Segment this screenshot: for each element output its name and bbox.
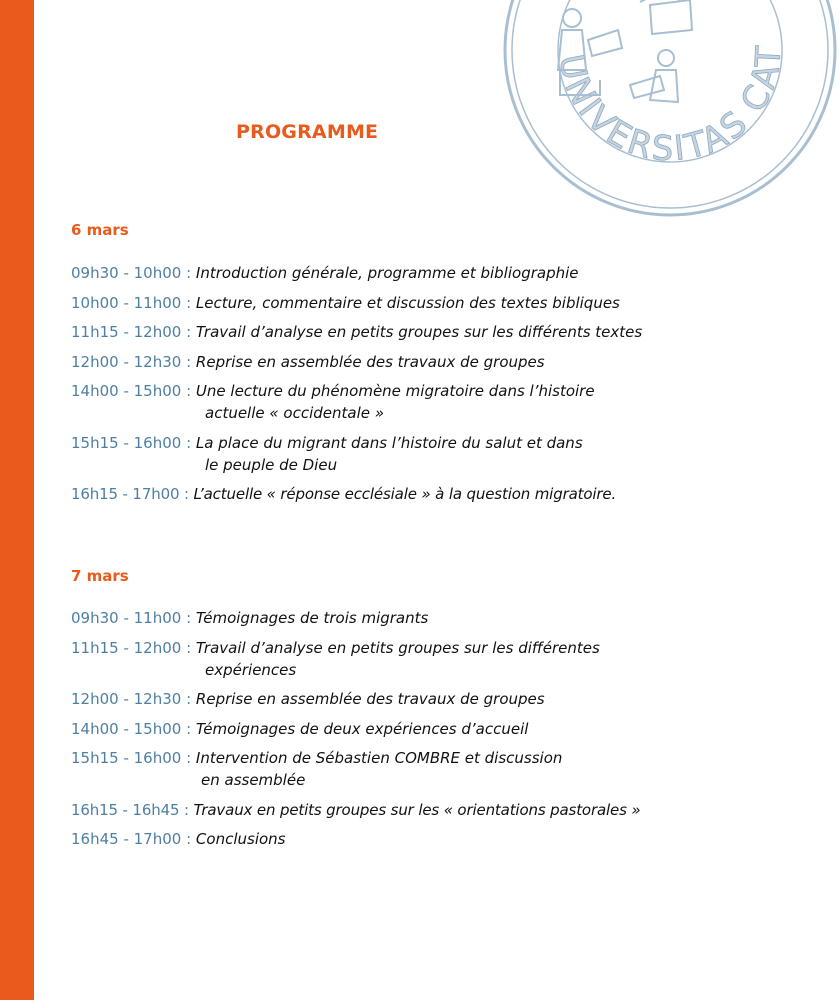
time-range: 10h00 - 11h00 :: [71, 293, 192, 312]
schedule-row: [71, 432, 701, 476]
time-range: 15h15 - 16h00 :: [71, 749, 192, 767]
time-range: 14h00 - 15h00 :: [71, 382, 192, 400]
schedule-row: [71, 292, 701, 314]
schedule-day-2: [71, 607, 701, 858]
session-title: L’actuelle « réponse ecclésiale » à la question migratoire.: [193, 485, 617, 503]
session-title: Intervention de Sébastien COMBRE et discussion: [195, 749, 563, 767]
time-range: 11h15 - 12h00 :: [71, 638, 192, 657]
day-heading-2: 7 mars: [71, 567, 129, 585]
session-title: Témoignages de deux expériences d’accueil: [195, 719, 529, 738]
schedule-row: [71, 637, 701, 681]
schedule-row: [71, 799, 701, 821]
day-heading-1: 6 mars: [71, 221, 129, 239]
session-title: Reprise en assemblée des travaux de groupes: [195, 352, 545, 371]
orange-side-bar: [0, 0, 34, 1000]
schedule-row: [71, 828, 701, 850]
schedule-row: [71, 351, 701, 373]
time-range: 12h00 - 12h30 :: [71, 690, 192, 708]
session-title: Une lecture du phénomène migratoire dans l’histoire: [195, 382, 595, 400]
time-range: 14h00 - 15h00 :: [71, 719, 192, 738]
time-range: 09h30 - 11h00 :: [71, 609, 192, 627]
seal-text: UNIVERSITAS CAT: [550, 42, 790, 170]
time-range: 12h00 - 12h30 :: [71, 352, 192, 371]
session-title: La place du migrant dans l’histoire du salut et dans: [195, 433, 583, 452]
time-range: 09h30 - 10h00 :: [71, 264, 192, 282]
schedule-row: [71, 718, 701, 740]
session-title-continued: le peuple de Dieu: [205, 455, 338, 474]
schedule-row: [71, 483, 701, 505]
session-title-continued: en assemblée: [201, 771, 306, 789]
session-title: Introduction générale, programme et bibliographie: [195, 264, 579, 282]
page-title: PROGRAMME: [236, 121, 379, 143]
schedule-row: [71, 607, 701, 629]
schedule-row: [71, 380, 701, 424]
schedule-row: [71, 321, 701, 343]
university-seal: [500, 0, 840, 220]
schedule-row: [71, 262, 701, 284]
session-title-continued: expériences: [205, 660, 297, 679]
time-range: 16h15 - 16h45 :: [71, 800, 189, 819]
schedule-day-1: [71, 262, 701, 513]
session-title: Travail d’analyse en petits groupes sur les différents textes: [195, 323, 643, 341]
time-range: 16h45 - 17h00 :: [71, 830, 192, 848]
session-title: Conclusions: [195, 830, 286, 848]
session-title: Travail d’analyse en petits groupes sur les différentes: [195, 638, 600, 657]
time-range: 16h15 - 17h00 :: [71, 485, 189, 503]
session-title: Lecture, commentaire et discussion des textes bibliques: [195, 293, 620, 312]
session-title: Reprise en assemblée des travaux de groupes: [195, 690, 545, 708]
session-title-continued: actuelle « occidentale »: [205, 404, 385, 422]
session-title: Témoignages de trois migrants: [195, 609, 429, 627]
session-title: Travaux en petits groupes sur les « orientations pastorales »: [193, 800, 641, 819]
time-range: 11h15 - 12h00 :: [71, 323, 192, 341]
schedule-row: [71, 747, 701, 791]
time-range: 15h15 - 16h00 :: [71, 433, 192, 452]
schedule-row: [71, 688, 701, 710]
